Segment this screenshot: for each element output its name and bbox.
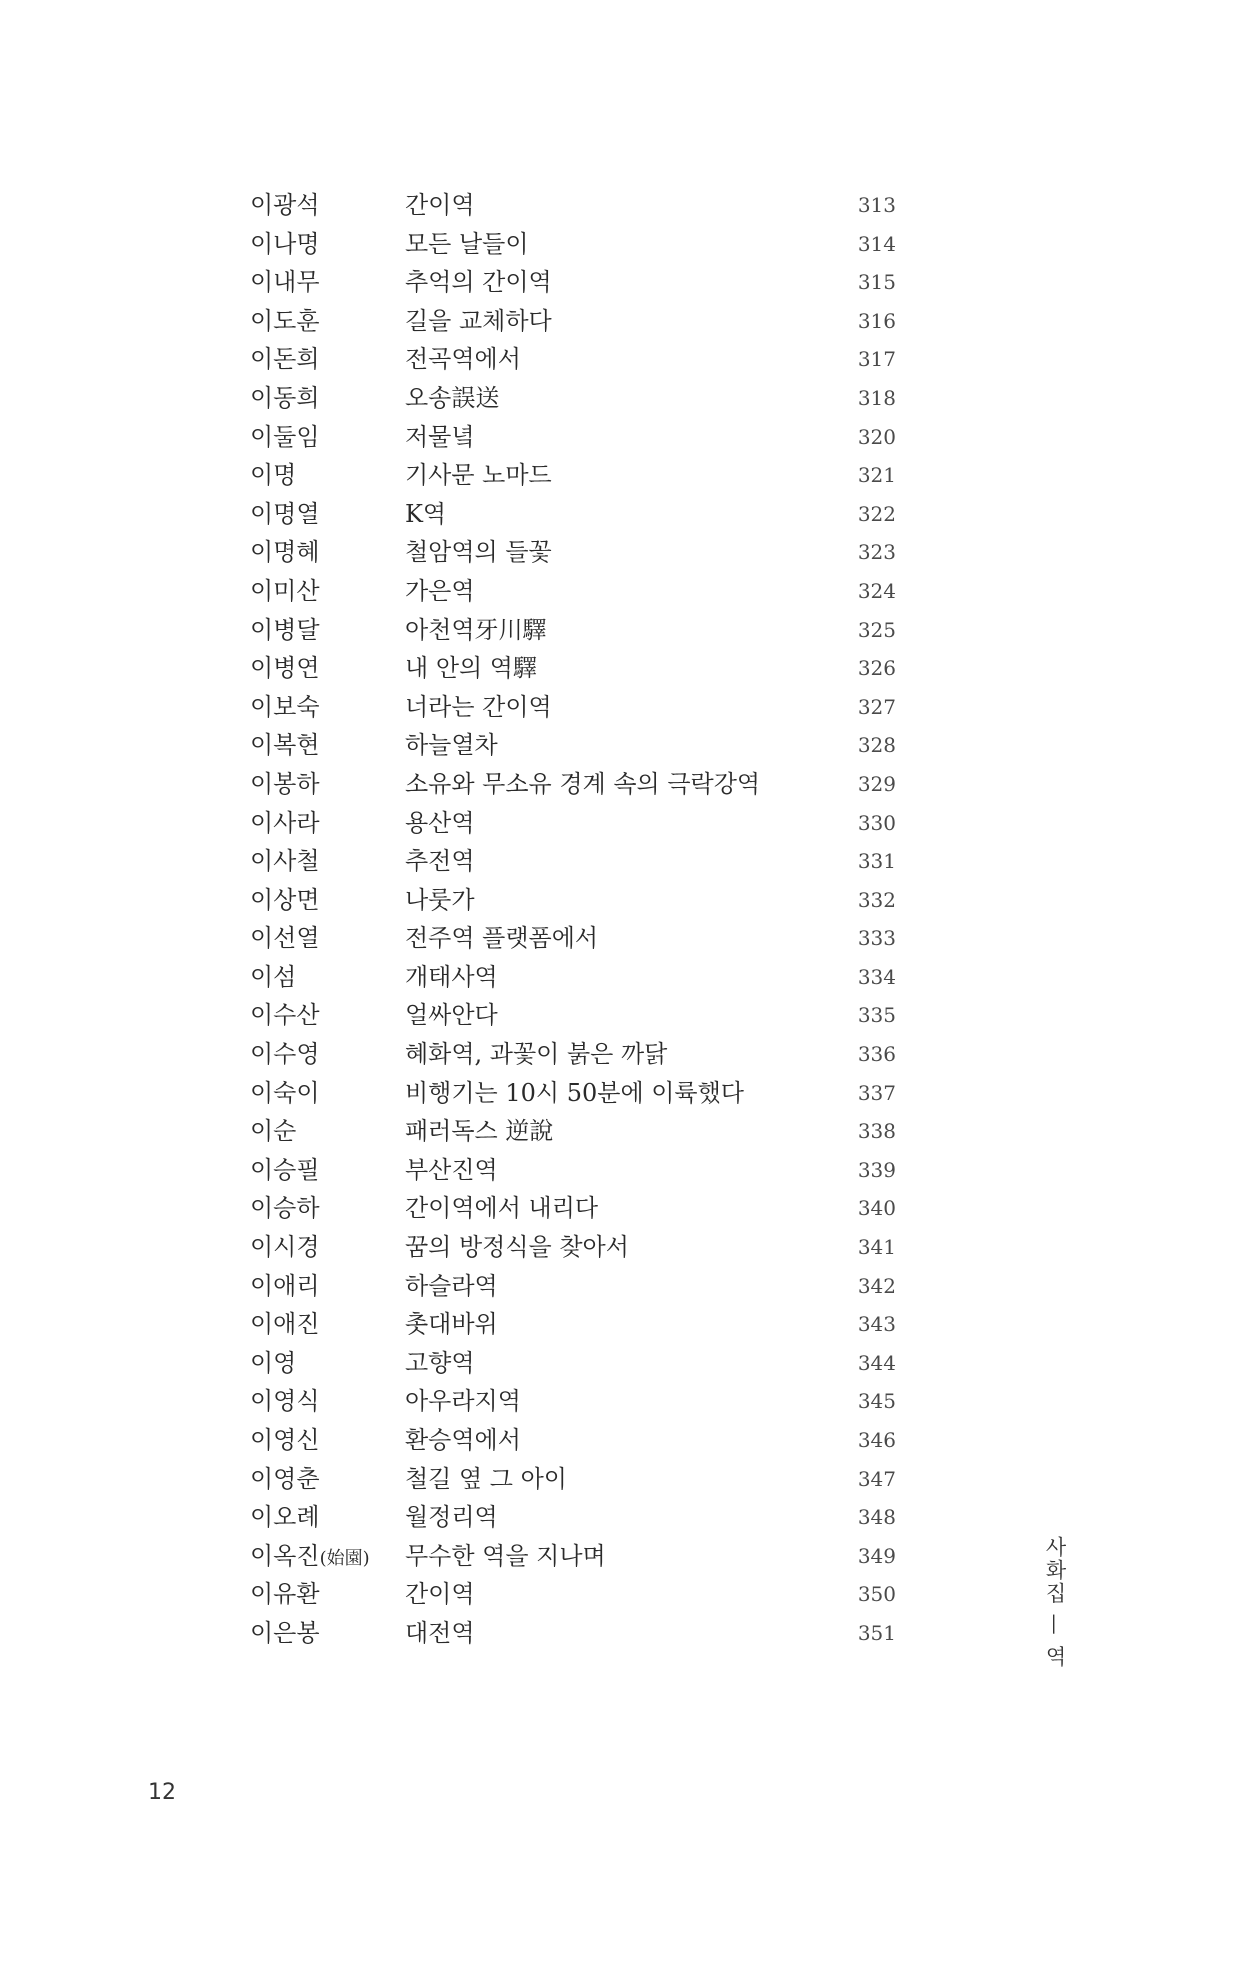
entry-author-name: 이나명 [250,229,320,258]
entry-page: 330 [857,810,896,835]
entry-author-name: 이명열 [250,499,320,528]
entry-title: 대전역 [405,1618,475,1647]
entry-author-name: 이봉하 [250,769,320,798]
entry-author-name: 이영춘 [250,1464,320,1493]
entry-title: 환승역에서 [405,1426,521,1454]
entry-title: 부산진역 [405,1155,498,1184]
entry-title: 용산역 [405,808,475,837]
running-title: 사화집 — 역 [1043,1536,1067,1669]
toc-entry [0,765,1245,804]
entry-author-name: 이순 [250,1117,297,1146]
entry-author [250,1035,320,1074]
table-of-contents [0,186,1245,1653]
toc-entry [0,186,1245,225]
toc-entry [0,379,1245,418]
entry-author-name: 이도훈 [250,306,320,335]
entry-page: 335 [857,1003,896,1028]
entry-page: 346 [857,1428,896,1452]
entry-title: 내 안의 역驛 [405,654,537,683]
toc-entry [0,804,1245,843]
entry-author [250,302,320,341]
entry-title: 철암역의 들꽃 [405,538,552,567]
entry-page: 343 [857,1312,896,1337]
toc-entry [0,1305,1245,1344]
entry-author-name: 이병연 [250,654,320,683]
entry-page: 347 [857,1466,896,1491]
entry-author [250,456,296,495]
entry-author [250,1460,320,1499]
entry-author [250,1614,320,1653]
entry-author-name: 이유환 [250,1580,320,1609]
entry-title: 하늘열차 [405,731,498,760]
page-number: 12 [148,1780,176,1805]
entry-author-name: 이병달 [250,615,320,644]
entry-title: 너라는 간이역 [405,692,552,721]
toc-entry [0,611,1245,650]
entry-author [250,418,320,457]
entry-author-name: 이숙이 [250,1078,320,1107]
entry-title: 하슬라역 [405,1271,498,1300]
entry-author-name: 이내무 [250,268,320,297]
entry-title: 꿈의 방정식을 찾아서 [405,1233,629,1262]
entry-page: 316 [857,308,896,333]
entry-author [250,1498,320,1537]
entry-author [250,881,320,920]
entry-title: 고향역 [405,1348,475,1377]
entry-page: 331 [857,849,896,874]
entry-title: 개태사역 [405,962,498,991]
entry-author [250,804,320,843]
entry-author-note: (始園) [319,1547,370,1569]
entry-page: 328 [857,733,896,758]
toc-entry [0,263,1245,302]
entry-author [250,688,320,727]
entry-page: 337 [857,1080,896,1105]
entry-page: 336 [857,1042,896,1067]
entry-author-name: 이애진 [250,1310,320,1339]
entry-author [250,1228,320,1267]
entry-title: 간이역 [405,191,475,219]
entry-author [250,186,320,225]
entry-author-name: 이수영 [250,1040,320,1069]
entry-author-name: 이영식 [250,1387,320,1416]
entry-title: 얼싸안다 [405,1001,498,1030]
entry-page: 313 [857,193,896,217]
entry-title: 오송誤送 [405,383,500,412]
entry-title: 나룻가 [405,885,475,914]
toc-entry [0,1498,1245,1537]
entry-author-name: 이둘임 [250,422,320,451]
entry-author [250,1575,320,1614]
entry-author-name: 이승필 [250,1155,320,1184]
entry-title: 전주역 플랫폼에서 [405,924,599,953]
entry-author-name: 이명 [250,461,297,490]
entry-author [250,765,320,804]
entry-title: 추전역 [405,847,475,876]
entry-title: 촛대바위 [405,1310,498,1339]
toc-entry [0,225,1245,264]
toc-entry [0,919,1245,958]
entry-author [250,996,320,1035]
toc-entry [0,302,1245,341]
entry-title: 가은역 [405,576,475,605]
entry-title: 전곡역에서 [405,345,521,374]
entry-author-name: 이미산 [250,576,320,605]
entry-author [250,1537,370,1579]
entry-author [250,263,320,302]
entry-page: 333 [857,926,896,951]
toc-entry [0,1228,1245,1267]
toc-entry [0,418,1245,457]
toc-entry [0,533,1245,572]
entry-author [250,225,320,264]
entry-page: 342 [857,1273,896,1298]
toc-entry [0,996,1245,1035]
entry-page: 345 [857,1389,896,1414]
toc-entry [0,572,1245,611]
entry-author [250,611,320,650]
toc-entry [0,881,1245,920]
entry-title: 월정리역 [405,1503,498,1532]
entry-author-name: 이선열 [250,924,320,953]
toc-entry [0,1112,1245,1151]
entry-page: 348 [857,1505,896,1530]
entry-page: 327 [857,694,896,719]
entry-title: 패러독스 逆說 [405,1117,554,1146]
entry-page: 323 [857,540,896,565]
entry-author [250,1189,320,1228]
entry-title: 무수한 역을 지나며 [405,1541,606,1570]
toc-entry [0,495,1245,534]
entry-title: 길을 교체하다 [405,306,552,335]
toc-entry [0,958,1245,997]
toc-entry [0,1344,1245,1383]
toc-entry [0,1421,1245,1460]
toc-entry [0,688,1245,727]
entry-title: 아우라지역 [405,1387,521,1416]
toc-entry [0,1189,1245,1228]
entry-page: 317 [857,347,896,372]
entry-page: 325 [857,617,896,642]
entry-page: 351 [857,1620,896,1645]
entry-page: 326 [857,656,896,681]
entry-author-name: 이광석 [250,191,320,219]
entry-title: 아천역牙川驛 [405,615,547,644]
entry-author [250,958,296,997]
entry-author-name: 이애리 [250,1271,320,1300]
entry-author [250,340,320,379]
entry-author-name: 이사라 [250,808,320,837]
entry-author [250,1267,320,1306]
entry-author [250,1305,320,1344]
entry-page: 350 [857,1582,896,1607]
entry-title: 모든 날들이 [405,229,529,258]
entry-author-name: 이동희 [250,383,320,412]
entry-author-name: 이옥진 [250,1541,320,1570]
entry-title: 저물녘 [405,422,475,451]
entry-page: 320 [857,424,896,449]
entry-title: 기사문 노마드 [405,461,552,490]
entry-author-name: 이사철 [250,847,320,876]
entry-author-name: 이영 [250,1348,297,1377]
entry-author-name: 이시경 [250,1233,320,1262]
toc-entry [0,1460,1245,1499]
entry-title: 혜화역, 과꽃이 붉은 까닭 [405,1040,668,1069]
toc-entry [0,726,1245,765]
entry-page: 322 [857,501,896,526]
entry-author [250,919,320,958]
entry-author [250,649,320,688]
entry-title: 추억의 간이역 [405,268,552,297]
entry-page: 318 [857,385,896,410]
toc-entry [0,1035,1245,1074]
entry-author [250,1074,320,1113]
toc-entry [0,1267,1245,1306]
entry-author-name: 이복현 [250,731,320,760]
entry-author-name: 이영신 [250,1426,320,1454]
entry-page: 334 [857,964,896,989]
entry-author [250,1151,320,1190]
entry-author [250,1382,320,1421]
entry-author-name: 이수산 [250,1001,320,1030]
entry-page: 344 [857,1350,896,1375]
entry-page: 332 [857,887,896,912]
entry-author-name: 이오례 [250,1503,320,1532]
entry-author-name: 이상면 [250,885,320,914]
entry-page: 321 [857,463,896,488]
entry-page: 315 [857,270,896,295]
entry-author [250,495,320,534]
entry-title: K역 [405,499,447,528]
entry-author [250,533,320,572]
entry-title: 비행기는 10시 50분에 이륙했다 [405,1078,744,1107]
entry-page: 338 [857,1119,896,1144]
entry-page: 349 [857,1543,896,1568]
entry-page: 324 [857,578,896,603]
toc-entry [0,1074,1245,1113]
toc-entry [0,1151,1245,1190]
entry-page: 314 [857,231,896,256]
entry-author-name: 이섬 [250,962,297,991]
toc-entry [0,456,1245,495]
entry-author [250,842,320,881]
entry-author-name: 이승하 [250,1194,320,1223]
entry-page: 340 [857,1196,896,1221]
entry-title: 간이역에서 내리다 [405,1194,599,1223]
toc-entry [0,842,1245,881]
entry-author-name: 이돈희 [250,345,320,374]
entry-author-name: 이명혜 [250,538,320,567]
entry-author-name: 이은봉 [250,1618,320,1647]
entry-title: 철길 옆 그 아이 [405,1464,567,1493]
entry-author [250,379,320,418]
entry-page: 341 [857,1235,896,1260]
toc-entry [0,1382,1245,1421]
entry-author [250,1344,296,1383]
entry-author-name: 이보숙 [250,692,320,721]
entry-author [250,1112,296,1151]
entry-author [250,726,320,765]
entry-title: 소유와 무소유 경계 속의 극락강역 [405,769,761,798]
entry-page: 339 [857,1157,896,1182]
toc-entry [0,340,1245,379]
entry-page: 329 [857,771,896,796]
toc-entry [0,649,1245,688]
entry-title: 간이역 [405,1580,475,1609]
entry-author [250,1421,320,1460]
entry-author [250,572,320,611]
